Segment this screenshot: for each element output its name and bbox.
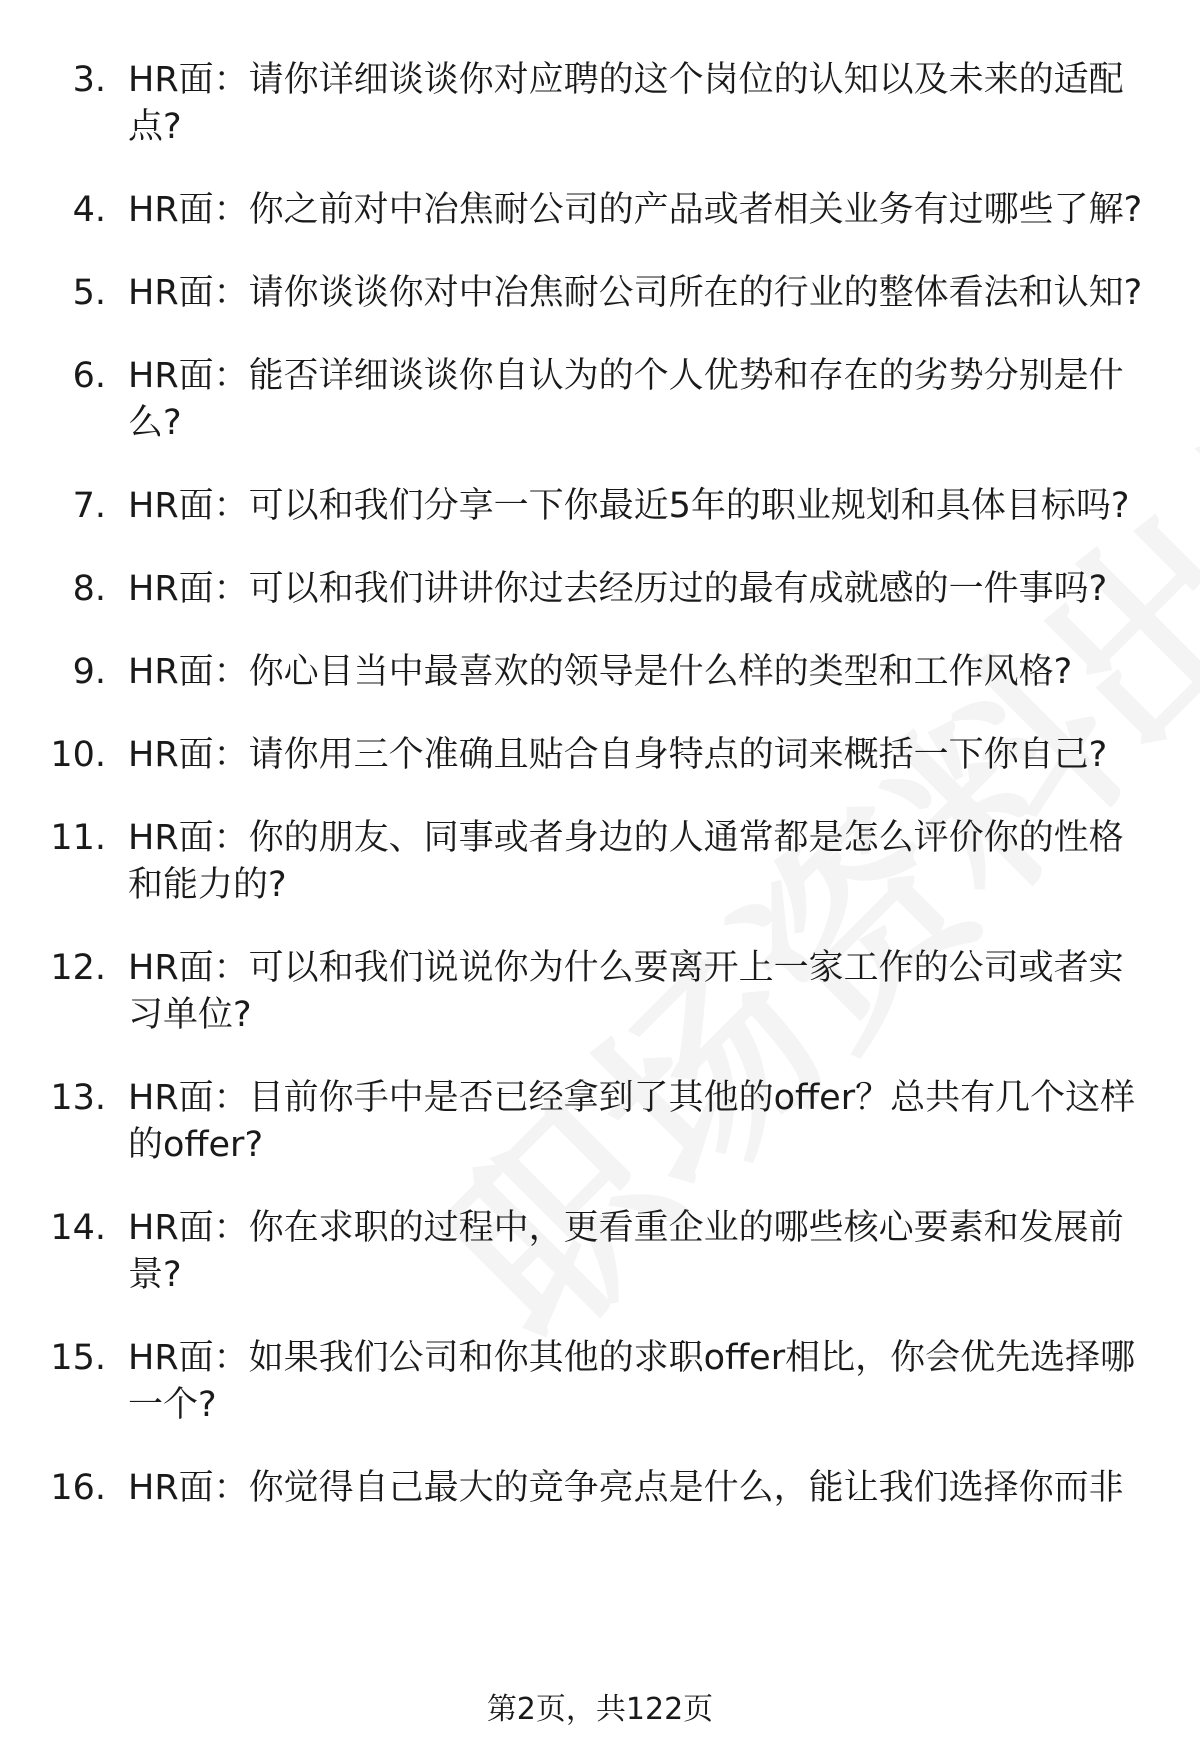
question-text: HR面：可以和我们说说你为什么要离开上一家工作的公司或者实习单位? (128, 948, 1124, 1035)
question-number: 16. (50, 1468, 106, 1508)
question-number: 14. (50, 1208, 106, 1248)
question-text: HR面：你的朋友、同事或者身边的人通常都是怎么评价你的性格和能力的? (128, 818, 1124, 905)
question-list (0, 57, 1200, 1548)
question-text: HR面：可以和我们分享一下你最近5年的职业规划和具体目标吗? (128, 486, 1130, 526)
question-item (0, 187, 1200, 234)
question-number: 8. (72, 569, 106, 609)
page-number-label: 第2页，共122页 (486, 1692, 714, 1727)
question-item (0, 649, 1200, 696)
question-text: HR面：你在求职的过程中，更看重企业的哪些核心要素和发展前景? (128, 1208, 1124, 1295)
question-item (0, 1335, 1200, 1429)
question-text: HR面：目前你手中是否已经拿到了其他的offer？总共有几个这样的offer? (128, 1078, 1136, 1165)
question-item (0, 732, 1200, 779)
question-number: 7. (72, 486, 106, 526)
question-text: HR面：请你用三个准确且贴合自身特点的词来概括一下你自己? (128, 735, 1108, 775)
question-item (0, 566, 1200, 613)
question-number: 13. (50, 1078, 106, 1118)
question-item (0, 353, 1200, 447)
question-text: HR面：如果我们公司和你其他的求职offer相比，你会优先选择哪一个? (128, 1338, 1136, 1425)
question-item (0, 1075, 1200, 1169)
question-text: HR面：你觉得自己最大的竞争亮点是什么，能让我们选择你而非 (128, 1468, 1124, 1508)
question-item (0, 945, 1200, 1039)
question-text: HR面：你之前对中冶焦耐公司的产品或者相关业务有过哪些了解? (128, 190, 1143, 230)
question-item (0, 815, 1200, 909)
question-item (0, 57, 1200, 151)
question-item (0, 483, 1200, 530)
question-number: 5. (72, 273, 106, 313)
question-number: 6. (72, 356, 106, 396)
question-text: HR面：可以和我们讲讲你过去经历过的最有成就感的一件事吗? (128, 569, 1108, 609)
question-item (0, 1465, 1200, 1512)
question-item (0, 270, 1200, 317)
question-item (0, 1205, 1200, 1299)
question-number: 12. (50, 948, 106, 988)
question-number: 11. (50, 818, 106, 858)
question-text: HR面：请你谈谈你对中冶焦耐公司所在的行业的整体看法和认知? (128, 273, 1143, 313)
page-footer (0, 1690, 1200, 1730)
question-number: 15. (50, 1338, 106, 1378)
question-text: HR面：你心目当中最喜欢的领导是什么样的类型和工作风格? (128, 652, 1073, 692)
question-text: HR面：请你详细谈谈你对应聘的这个岗位的认知以及未来的适配点? (128, 60, 1124, 147)
question-text: HR面：能否详细谈谈你自认为的个人优势和存在的劣势分别是什么? (128, 356, 1124, 443)
question-number: 3. (72, 60, 106, 100)
question-number: 4. (72, 190, 106, 230)
question-number: 9. (72, 652, 106, 692)
question-number: 10. (50, 735, 106, 775)
